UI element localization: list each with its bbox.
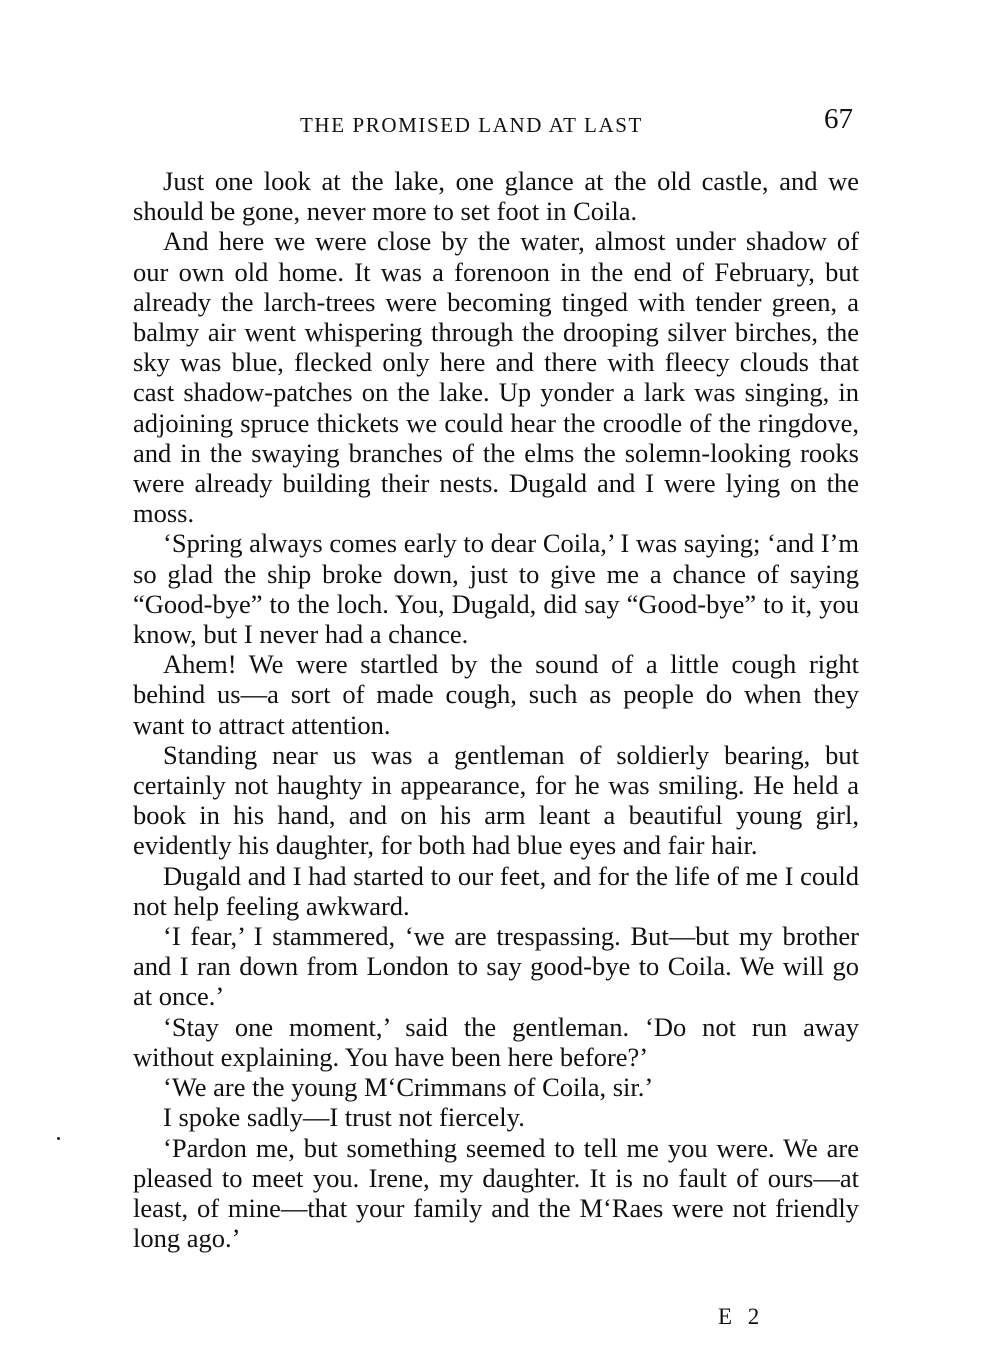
ink-speck	[57, 1137, 60, 1140]
paragraph: Just one look at the lake, one glance at the old castle, and we should be gone, never more to set foot in Coila.	[133, 166, 859, 227]
paragraph: ‘We are the young M‘Crimmans of Coila, sir.’	[163, 1072, 654, 1103]
page-number: 67	[824, 103, 853, 135]
paragraph: ‘Stay one moment,’ said the gentleman. ‘Do not run away without explaining. You have been here before?’	[133, 1011, 859, 1072]
paragraph: ‘I fear,’ I stammered, ‘we are trespassing. But—but my brother and I ran down from London to say good-bye to Coila. We will go at once.’	[133, 921, 859, 1012]
paragraph: Standing near us was a gentleman of soldierly bearing, but certainly not haughty in appearance, for he was smiling. He held a book in his hand, and on his arm leant a beautiful young girl, evidently his daughter, for both had blue eyes and fair hair.	[133, 739, 859, 861]
paragraph: Ahem! We were startled by the sound of a little cough right behind us—a sort of made cough, such as people do when they want to attract attention.	[133, 649, 859, 740]
paragraph: And here we were close by the water, almost under shadow of our own old home. It was a forenoon in the end of February, but already the larch-trees were becoming tinged with tender green, a balmy air went whispering through the drooping silver birches, the sky was blue, flecked only here and there with fleecy clouds that cast shadow-patches on the lake. Up yonder a lark was singing, in adjoining spruce thickets we could hear the croodle of the ringdove, and in the swaying branches of the elms the solemn-looking rooks were already building their nests. Dugald and I were lying on the moss.	[133, 226, 859, 529]
signature-mark: E 2	[718, 1304, 765, 1329]
paragraph: I spoke sadly—I trust not fiercely.	[163, 1102, 525, 1133]
paragraph: ‘Pardon me, but something seemed to tell me you were. We are pleased to meet you. Irene, my daughter. It is no fault of ours—at least, of mine—that your family and the M‘Raes were not friendly long ago.’	[133, 1132, 859, 1254]
running-title: THE PROMISED LAND AT LAST	[300, 113, 643, 137]
paragraph: ‘Spring always comes early to dear Coila,’ I was saying; ‘and I’m so glad the ship broke down, just to give me a chance of saying “Good-bye” to the loch. You, Dugald, did say “Good-bye” to it, you know, but I never had a chance.	[133, 528, 859, 650]
body-text	[133, 166, 859, 1253]
paragraph: Dugald and I had started to our feet, and for the life of me I could not help feeling awkward.	[133, 860, 859, 921]
